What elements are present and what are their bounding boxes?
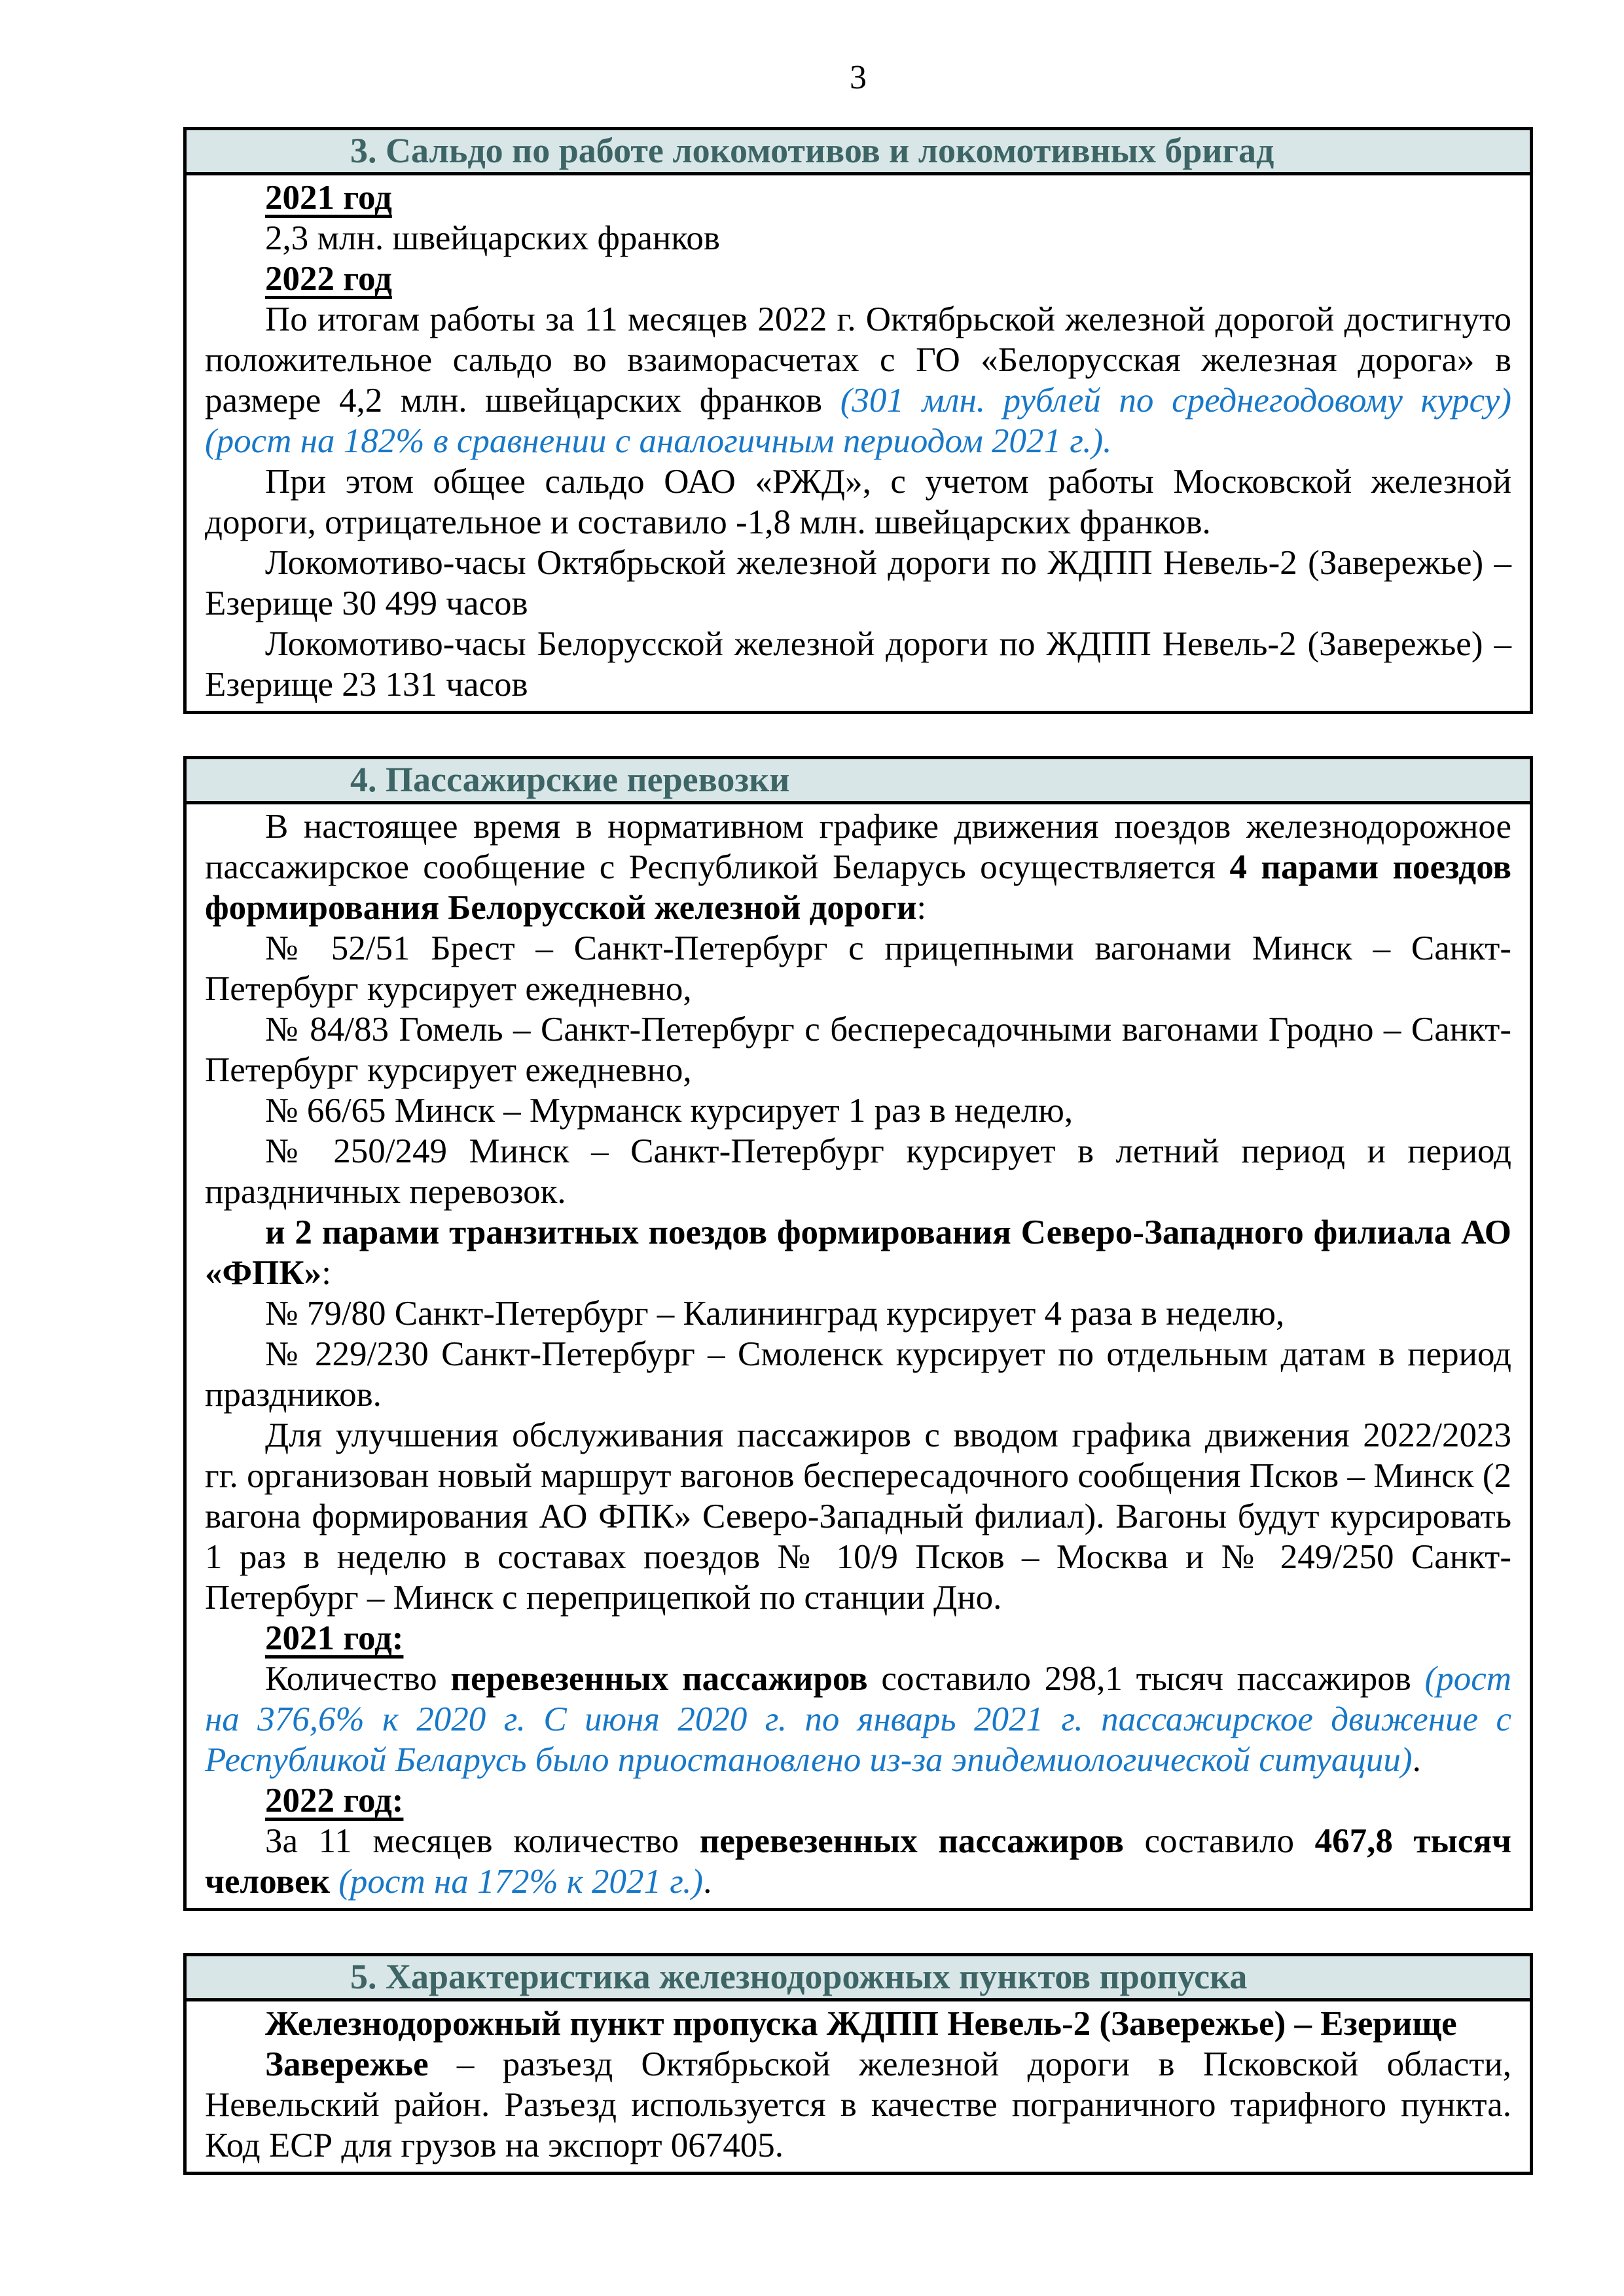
- paragraph: [205, 1334, 1511, 1415]
- text-run: составило 298,1 тысяч пассажиров: [867, 1660, 1425, 1698]
- paragraph: [205, 1659, 1511, 1780]
- paragraph: [205, 1293, 1511, 1334]
- text-run: № 66/65 Минск – Мурманск курсирует 1 раз в неделю,: [265, 1092, 1074, 1130]
- text-run: № 79/80 Санкт-Петербург – Калининград курсирует 4 раза в неделю,: [265, 1295, 1285, 1333]
- paragraph: [205, 1618, 1511, 1659]
- text-run: 2021 год:: [265, 1619, 404, 1657]
- text-run: № 250/249 Минск – Санкт-Петербург курсирует в летний период и период праздничных перевозок.: [205, 1132, 1511, 1211]
- paragraph: [205, 543, 1511, 624]
- section-title: 3. Сальдо по работе локомотивов и локомотивных бригад: [350, 131, 1274, 170]
- section-title: 4. Пассажирские перевозки: [350, 760, 790, 799]
- text-run: перевезенных пассажиров: [450, 1660, 868, 1698]
- paragraph: [205, 624, 1511, 705]
- text-run: № 84/83 Гомель – Санкт-Петербург с беспересадочными вагонами Гродно – Санкт-Петербург курсирует ежедневно,: [205, 1011, 1511, 1089]
- paragraph: [205, 218, 1511, 259]
- section-body: [187, 804, 1530, 1908]
- page-number: 3: [850, 59, 867, 96]
- paragraph: [205, 177, 1511, 218]
- section-header: [187, 1956, 1530, 2001]
- text-run: № 52/51 Брест – Санкт-Петербург с прицепными вагонами Минск – Санкт-Петербург курсирует ежедневно,: [205, 929, 1511, 1008]
- text-run: .: [1412, 1741, 1421, 1779]
- text-run: 2021 год: [265, 179, 392, 217]
- section-header: [187, 759, 1530, 804]
- text-run: За 11 месяцев количество: [265, 1822, 700, 1860]
- paragraph: [205, 1131, 1511, 1212]
- paragraph: [205, 1821, 1511, 1902]
- text-run: 2022 год:: [265, 1782, 404, 1820]
- text-run: Количество: [265, 1660, 451, 1698]
- section-header: [187, 130, 1530, 175]
- paragraph: [205, 1415, 1511, 1618]
- paragraph: [205, 1212, 1511, 1293]
- text-run: Локомотиво-часы Октябрьской железной дороги по ЖДПП Невель-2 (Завережье) – Езерище 30 499 часов: [205, 544, 1511, 622]
- text-run: – разъезд Октябрьской железной дороги в Псковской области, Невельский район. Разъезд используется в качестве пограничного тарифного пункта. Код ЕСР для грузов на экспорт 067405.: [205, 2045, 1511, 2164]
- text-run: Завережье: [265, 2045, 429, 2083]
- paragraph: [205, 259, 1511, 299]
- paragraph: [205, 1090, 1511, 1131]
- paragraph: [205, 1009, 1511, 1090]
- text-run: № 229/230 Санкт-Петербург – Смоленск курсирует по отдельным датам в период праздников.: [205, 1335, 1511, 1414]
- paragraph: [205, 1780, 1511, 1821]
- text-run: :: [916, 889, 927, 927]
- section-body: [187, 175, 1530, 711]
- text-run: (рост на 172% к 2021 г.): [338, 1863, 704, 1901]
- text-run: В настоящее время в нормативном графике движения поездов железнодорожное пассажирское сообщение с Республикой Беларусь осуществляется: [205, 808, 1511, 886]
- text-run: .: [703, 1863, 712, 1901]
- text-run: и 2 парами транзитных поездов формирования Северо-Западного филиала АО «ФПК»: [205, 1213, 1511, 1292]
- paragraph: [205, 2044, 1511, 2166]
- section-checkpoint-characteristics: [183, 1953, 1533, 2175]
- text-run: (301 млн. рублей по среднегодовому курсу) (рост на 182% в сравнении с аналогичным периодом 2021 г.).: [205, 382, 1511, 460]
- text-run: Локомотиво-часы Белорусской железной дороги по ЖДПП Невель-2 (Завережье) – Езерище 23 131 часов: [205, 625, 1511, 704]
- text-run: При этом общее сальдо ОАО «РЖД», с учетом работы Московской железной дороги, отрицательное и составило -1,8 млн. швейцарских франков.: [205, 463, 1511, 541]
- paragraph: [205, 928, 1511, 1009]
- text-run: По итогам работы за 11 месяцев 2022 г. Октябрьской железной дорогой достигнуто положительное сальдо во взаиморасчетах с ГО «Белорусская железная дорога» в размере 4,2 млн. швейцарских франков: [205, 300, 1511, 420]
- section-title: 5. Характеристика железнодорожных пунктов пропуска: [350, 1957, 1248, 1996]
- text-run: составило: [1123, 1822, 1315, 1860]
- text-run: 2,3 млн. швейцарских франков: [265, 219, 720, 257]
- paragraph: [205, 806, 1511, 928]
- text-run: 2022 год: [265, 260, 392, 298]
- text-run: 4 парами поездов формирования Белорусской железной дороги: [205, 848, 1511, 927]
- text-run: [330, 1863, 338, 1901]
- text-run: перевезенных пассажиров: [699, 1822, 1124, 1860]
- text-run: 467,8 тысяч человек: [205, 1822, 1511, 1901]
- text-run: Железнодорожный пункт пропуска ЖДПП Невель-2 (Завережье) – Езерище: [265, 2005, 1457, 2043]
- paragraph: [205, 2003, 1511, 2044]
- section-locomotive-saldo: [183, 127, 1533, 714]
- paragraph: [205, 299, 1511, 461]
- text-run: :: [321, 1254, 331, 1292]
- section-passenger-transport: [183, 756, 1533, 1911]
- text-run: Для улучшения обслуживания пассажиров с вводом графика движения 2022/2023 гг. организован новый маршрут вагонов беспересадочного сообщения Псков – Минск (2 вагона формирования АО ФПК» Северо-Западный филиал). Вагоны будут курсировать 1 раз в неделю в составах поездов № 10/9 Псков – Москва и № 249/250 Санкт-Петербург – Минск с переприцепкой по станции Дно.: [205, 1416, 1511, 1617]
- section-body: [187, 2001, 1530, 2172]
- paragraph: [205, 461, 1511, 543]
- text-run: (рост на 376,6% к 2020 г. С июня 2020 г. по январь 2021 г. пассажирское движение с Республикой Беларусь было приостановлено из-за эпидемиологической ситуации): [205, 1660, 1511, 1779]
